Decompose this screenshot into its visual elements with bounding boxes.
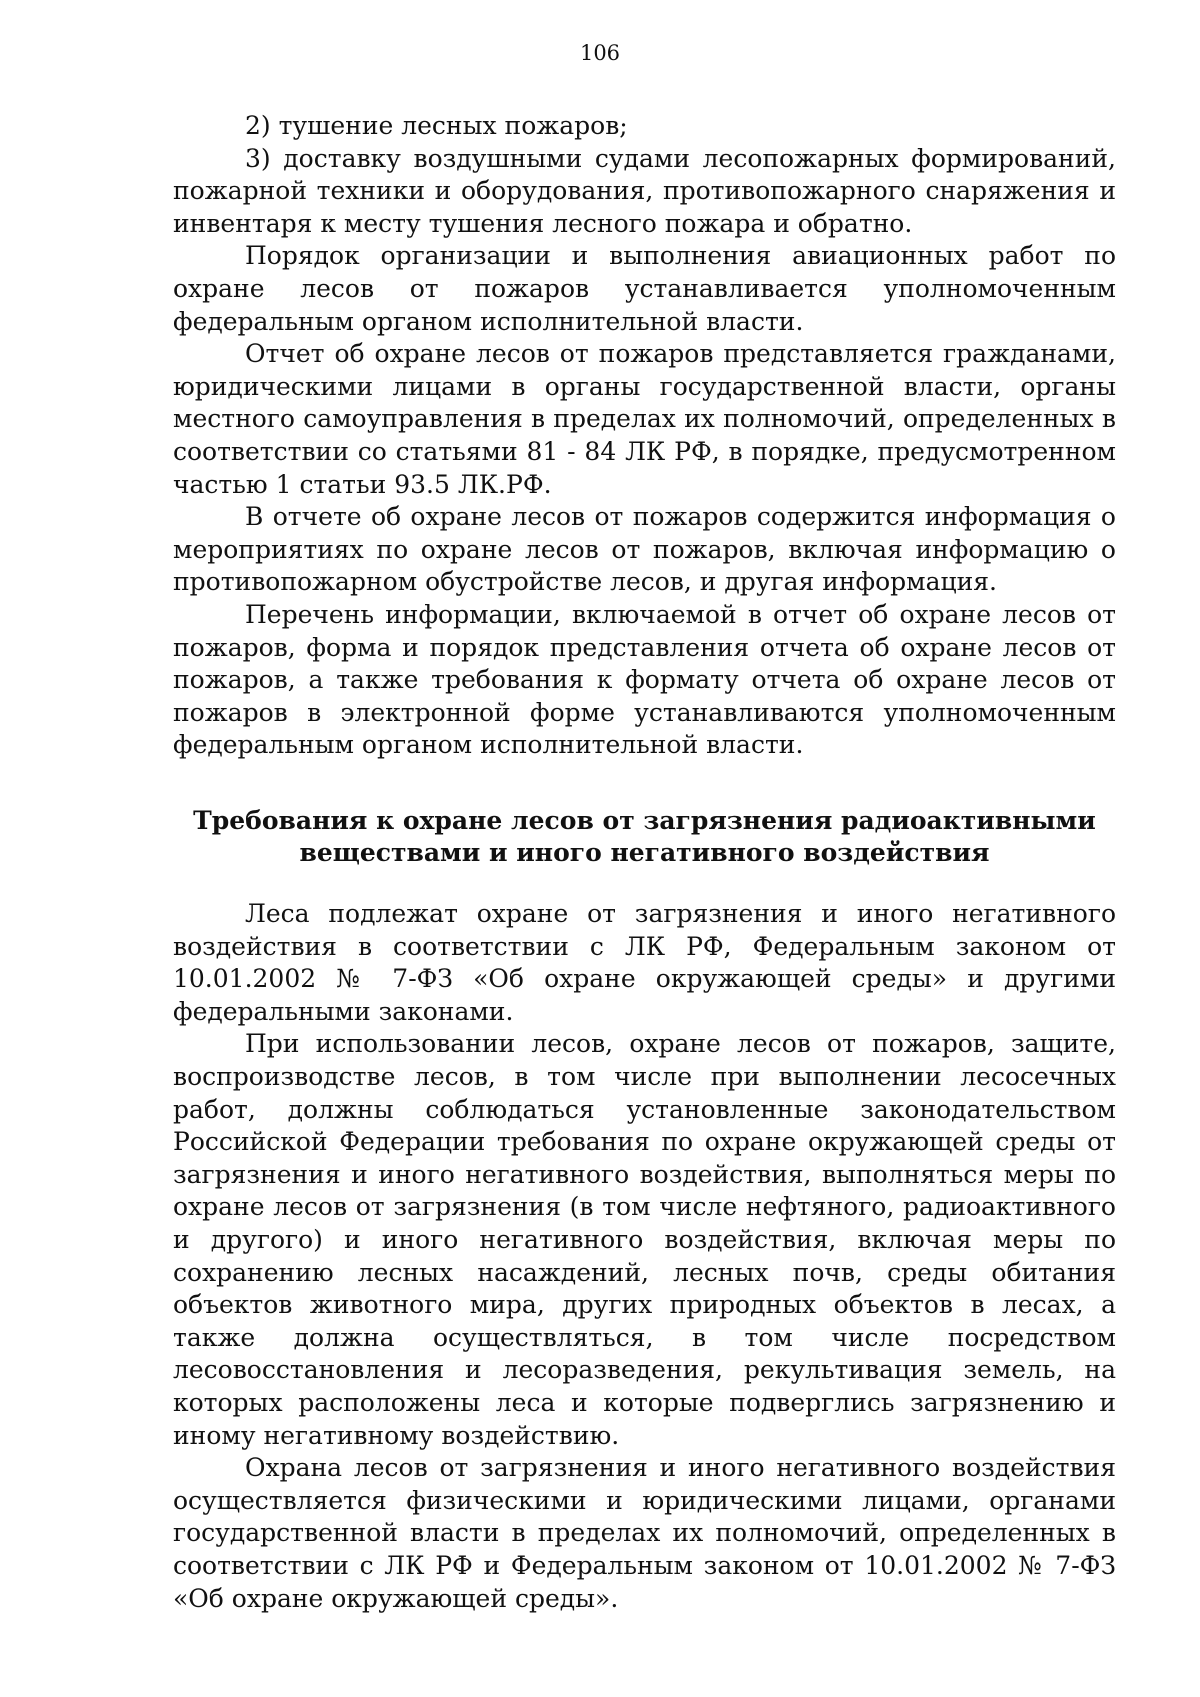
paragraph-item-extinguishing: 2) тушение лесных пожаров;	[245, 111, 628, 140]
section-heading-line-1: Требования к охране лесов от загрязнения радиоактивными	[193, 805, 1096, 835]
paragraph-fire-report-format: Перечень информации, включаемой в отчет об охране лесов от пожаров, форма и порядок представления отчета об охране лесов от пожаров, а также требования к формату отчета об охране лесов от пожаров в электронной форме устанавливаются уполномоченным федеральным органом исполнительной власти.	[173, 599, 1116, 760]
paragraph-fire-report-submission: Отчет об охране лесов от пожаров представляется гражданами, юридическими лицами в органы государственной власти, органы местного самоуправления в пределах их полномочий, определенных в соответствии со статьями 81 - 84 ЛК РФ, в порядке, предусмотренном частью 1 статьи 93.5 ЛК.РФ.	[173, 339, 1116, 499]
document-body	[173, 110, 1116, 1615]
page-number: 106	[579, 41, 621, 65]
paragraph-aviation-procedure: Порядок организации и выполнения авиационных работ по охране лесов от пожаров устанавливается уполномоченным федеральным органом исполнительной власти.	[173, 241, 1116, 336]
paragraph-protection-responsibility: Охрана лесов от загрязнения и иного негативного воздействия осуществляется физическими и юридическими лицами, органами государственной власти в пределах их полномочий, определенных в соответствии с ЛК РФ и Федеральным законом от 10.01.2002 № 7-ФЗ «Об охране окружающей среды».	[173, 1453, 1116, 1613]
paragraph-fire-report-contents: В отчете об охране лесов от пожаров содержится информация о мероприятиях по охране лесов от пожаров, включая информацию о противопожарном обустройстве лесов, и другая информация.	[173, 502, 1116, 597]
section-heading	[173, 805, 1116, 870]
paragraph-pollution-protection: Леса подлежат охране от загрязнения и иного негативного воздействия в соответствии с ЛК РФ, Федеральным законом от 10.01.2002 № 7-ФЗ «Об охране окружающей среды» и другими федеральными законами.	[173, 899, 1116, 1026]
section-heading-line-2: веществами и иного негативного воздействия	[299, 838, 990, 868]
paragraph-item-air-delivery: 3) доставку воздушными судами лесопожарных формирований, пожарной техники и оборудования, противопожарного снаряжения и инвентаря к месту тушения лесного пожара и обратно.	[173, 143, 1116, 238]
paragraph-forest-use-requirements: При использовании лесов, охране лесов от пожаров, защите, воспроизводстве лесов, в том числе при выполнении лесосечных работ, должны соблюдаться установленные законодательством Российской Федерации требования по охране окружающей среды от загрязнения и иного негативного воздействия, выполняться меры по охране лесов от загрязнения (в том числе нефтяного, радиоактивного и другого) и иного негативного воздействия, включая меры по сохранению лесных насаждений, лесных почв, среды обитания объектов животного мира, других природных объектов в лесах, а также должна осуществляться, в том числе посредством лесовосстановления и лесоразведения, рекультивация земель, на которых расположены леса и которые подверглись загрязнению и иному негативному воздействию.	[173, 1029, 1116, 1450]
